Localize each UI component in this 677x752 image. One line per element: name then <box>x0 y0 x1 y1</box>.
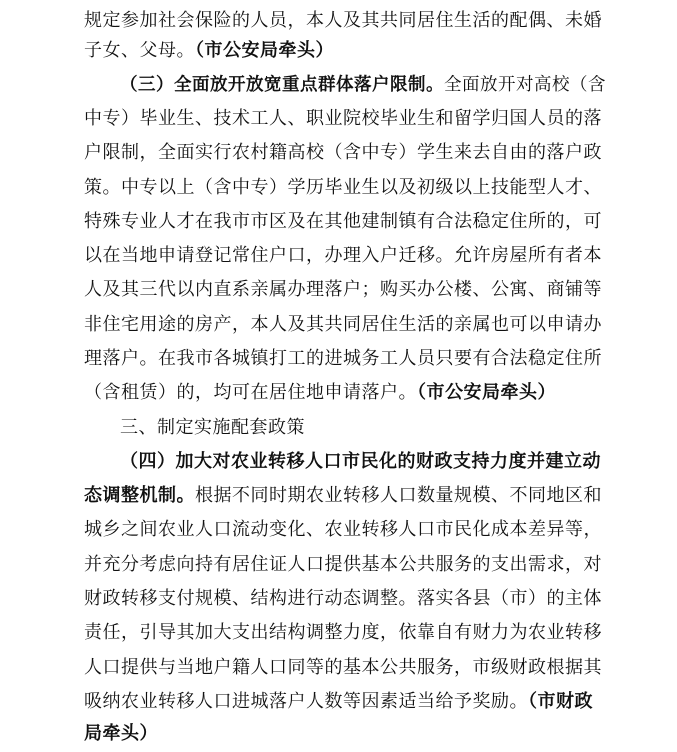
text-line-15 <box>84 478 604 514</box>
text-run: 并充分考虑向持有居住证人口提供基本公共服务的支出需求，对 <box>84 554 602 575</box>
text-line-2 <box>84 33 604 69</box>
text-run: 中专）毕业生、技术工人、职业院校毕业生和留学归国人员的落 <box>84 108 602 129</box>
section-heading-three <box>120 410 610 446</box>
text-run: 人及其三代以内直系亲属办理落户；购买办公楼、公寓、商铺等 <box>84 279 602 300</box>
text-run: 以在当地申请登记常住户口，办理入户迁移。允许房屋所有者本 <box>84 245 602 266</box>
heading-text: 三、制定实施配套政策 <box>120 417 305 438</box>
text-run: 规定参加社会保险的人员，本人及其共同居住生活的配偶、未婚 <box>84 10 602 31</box>
text-line-8 <box>84 238 604 274</box>
text-line-18 <box>84 581 604 617</box>
text-run: 理落户。在我市各城镇打工的进城务工人员只要有合法稳定住所 <box>84 348 602 369</box>
text-run: 城乡之间农业人口流动变化、农业转移人口市民化成本差异等， <box>84 519 602 540</box>
text-run: 责任，引导其加大支出结构调整力度，依靠自有财力为农业转移 <box>84 622 602 643</box>
text-run: 户限制，全面实行农村籍高校（含中专）学生来去自由的落户政 <box>84 142 602 163</box>
text-line-9 <box>84 272 604 308</box>
text-line-11 <box>84 341 604 377</box>
text-line-7 <box>84 204 604 240</box>
text-run: 全面放开对高校（含 <box>444 75 606 95</box>
heading-text: 态调整机制。 <box>84 485 195 506</box>
text-run: 策。中专以上（含中专）学历毕业生以及初级以上技能型人才、 <box>84 177 602 198</box>
text-line-22 <box>84 716 604 752</box>
text-line-20 <box>84 650 604 686</box>
text-run: 吸纳农业转移人口进城落户人数等因素适当给予奖励。 <box>84 691 528 712</box>
responsible-unit: （市公安局牵头） <box>195 40 334 61</box>
text-line-6 <box>84 170 604 206</box>
section-heading-3 <box>120 67 610 103</box>
text-line-16 <box>84 512 604 548</box>
heading-text: （四）加大对农业转移人口市民化的财政支持力度并建立动 <box>120 451 601 472</box>
text-run: 根据不同时期农业转移人口数量规模、不同地区和 <box>195 485 602 506</box>
text-line-19 <box>84 615 604 651</box>
text-run: 子女、父母。 <box>84 40 195 61</box>
text-line-12 <box>84 375 604 411</box>
heading-text: （三）全面放开放宽重点群体落户限制。 <box>120 75 444 95</box>
text-line-4 <box>84 101 604 137</box>
text-line-10 <box>84 307 604 343</box>
text-run: 人口提供与当地户籍人口同等的基本公共服务，市级财政根据其 <box>84 657 602 678</box>
responsible-unit: （市公安局牵头） <box>417 382 556 403</box>
text-run: 非住宅用途的房产，本人及其共同居住生活的亲属也可以申请办 <box>84 314 602 335</box>
responsible-unit: 局牵头） <box>84 723 158 744</box>
section-heading-4 <box>120 444 610 480</box>
text-line-21 <box>84 684 604 720</box>
text-run: （含租赁）的，均可在居住地申请落户。 <box>84 382 417 403</box>
text-line-5 <box>84 135 604 171</box>
responsible-unit: （市财政 <box>528 691 593 712</box>
text-run: 特殊专业人才在我市市区及在其他建制镇有合法稳定住所的，可 <box>84 211 602 232</box>
text-line-17 <box>84 547 604 583</box>
text-run: 财政转移支付规模、结构进行动态调整。落实各县（市）的主体 <box>84 588 602 609</box>
